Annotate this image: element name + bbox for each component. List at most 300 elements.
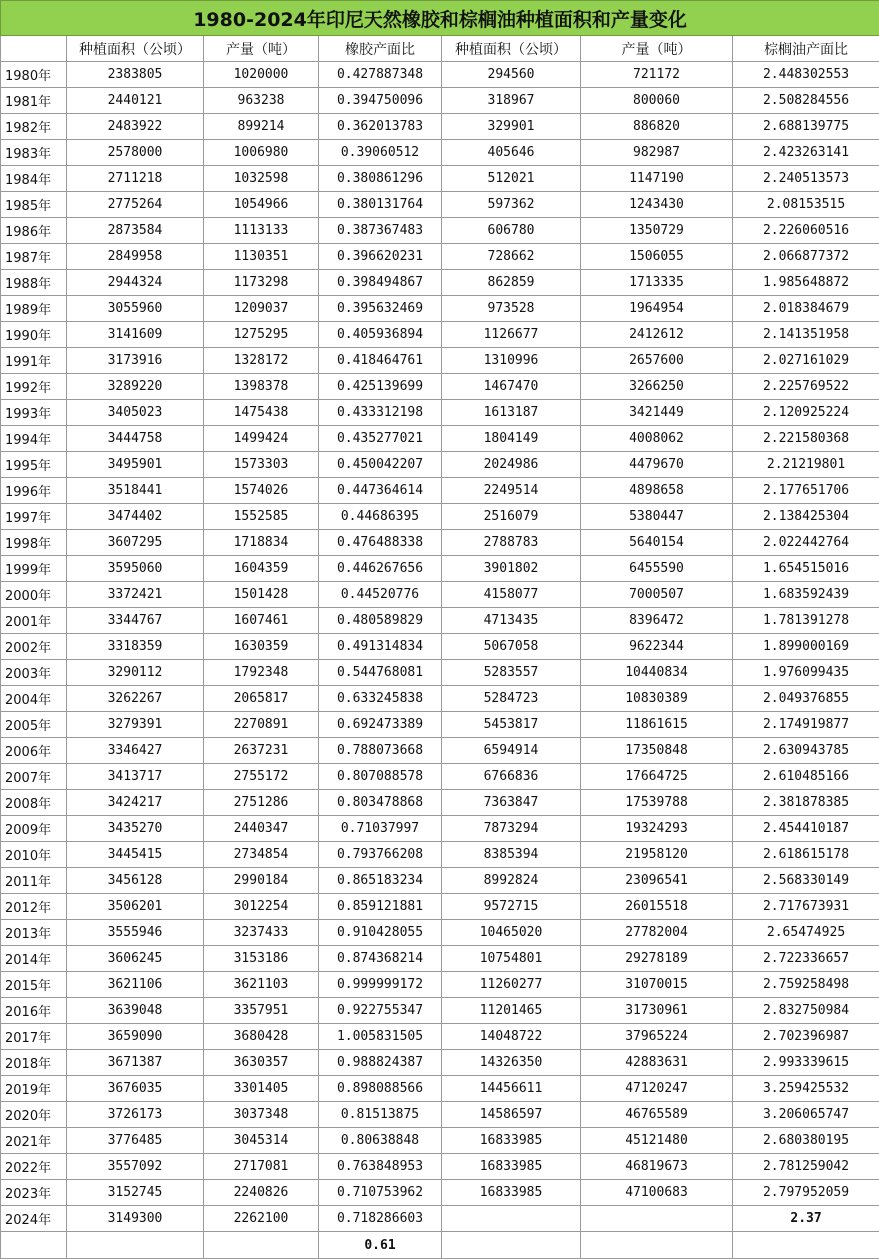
- table-cell[interactable]: 512021: [442, 166, 581, 192]
- year-cell[interactable]: 2007年: [1, 764, 67, 790]
- table-cell[interactable]: 2788783: [442, 530, 581, 556]
- table-cell[interactable]: 1718834: [204, 530, 319, 556]
- table-cell[interactable]: 721172: [581, 62, 733, 88]
- table-cell[interactable]: 899214: [204, 114, 319, 140]
- table-cell[interactable]: 1054966: [204, 192, 319, 218]
- year-cell[interactable]: 2020年: [1, 1102, 67, 1128]
- year-cell[interactable]: 2010年: [1, 842, 67, 868]
- table-cell[interactable]: 4158077: [442, 582, 581, 608]
- table-cell[interactable]: 2412612: [581, 322, 733, 348]
- table-cell[interactable]: 9622344: [581, 634, 733, 660]
- table-cell[interactable]: 1475438: [204, 400, 319, 426]
- table-cell[interactable]: 3173916: [67, 348, 204, 374]
- header-cell[interactable]: 产量（吨）: [204, 36, 319, 62]
- table-cell[interactable]: 37965224: [581, 1024, 733, 1050]
- table-cell[interactable]: 1275295: [204, 322, 319, 348]
- table-cell[interactable]: 4713435: [442, 608, 581, 634]
- table-cell[interactable]: 6594914: [442, 738, 581, 764]
- table-cell[interactable]: 1964954: [581, 296, 733, 322]
- table-cell[interactable]: 0.544768081: [319, 660, 442, 686]
- footer-cell[interactable]: 0.61: [319, 1232, 442, 1259]
- table-cell[interactable]: 0.44520776: [319, 582, 442, 608]
- year-cell[interactable]: 1988年: [1, 270, 67, 296]
- table-cell[interactable]: 2578000: [67, 140, 204, 166]
- table-cell[interactable]: 0.910428055: [319, 920, 442, 946]
- table-cell[interactable]: 3445415: [67, 842, 204, 868]
- table-cell[interactable]: 3405023: [67, 400, 204, 426]
- footer-cell[interactable]: [67, 1232, 204, 1259]
- table-cell[interactable]: 1552585: [204, 504, 319, 530]
- table-cell[interactable]: 2270891: [204, 712, 319, 738]
- table-cell[interactable]: 2.174919877: [733, 712, 879, 738]
- table-cell[interactable]: 2944324: [67, 270, 204, 296]
- table-cell[interactable]: 1499424: [204, 426, 319, 452]
- table-cell[interactable]: 0.999999172: [319, 972, 442, 998]
- table-cell[interactable]: 1573303: [204, 452, 319, 478]
- table-cell[interactable]: 1130351: [204, 244, 319, 270]
- table-cell[interactable]: 3266250: [581, 374, 733, 400]
- table-cell[interactable]: 3289220: [67, 374, 204, 400]
- year-cell[interactable]: 1983年: [1, 140, 67, 166]
- table-cell[interactable]: 27782004: [581, 920, 733, 946]
- table-cell[interactable]: 0.427887348: [319, 62, 442, 88]
- table-cell[interactable]: 3630357: [204, 1050, 319, 1076]
- table-cell[interactable]: 2657600: [581, 348, 733, 374]
- table-cell[interactable]: 1607461: [204, 608, 319, 634]
- table-cell[interactable]: 2.717673931: [733, 894, 879, 920]
- table-cell[interactable]: 0.763848953: [319, 1154, 442, 1180]
- table-cell[interactable]: 0.405936894: [319, 322, 442, 348]
- table-cell[interactable]: 2024986: [442, 452, 581, 478]
- table-cell[interactable]: 0.922755347: [319, 998, 442, 1024]
- table-cell[interactable]: 2383805: [67, 62, 204, 88]
- table-cell[interactable]: 1147190: [581, 166, 733, 192]
- table-cell[interactable]: 2249514: [442, 478, 581, 504]
- table-cell[interactable]: 0.435277021: [319, 426, 442, 452]
- table-cell[interactable]: 0.418464761: [319, 348, 442, 374]
- table-cell[interactable]: 1467470: [442, 374, 581, 400]
- table-cell[interactable]: 0.710753962: [319, 1180, 442, 1206]
- year-cell[interactable]: 2003年: [1, 660, 67, 686]
- table-cell[interactable]: 14586597: [442, 1102, 581, 1128]
- table-cell[interactable]: 2.177651706: [733, 478, 879, 504]
- table-cell[interactable]: 2.454410187: [733, 816, 879, 842]
- table-cell[interactable]: 0.380861296: [319, 166, 442, 192]
- footer-cell[interactable]: [204, 1232, 319, 1259]
- table-cell[interactable]: 3518441: [67, 478, 204, 504]
- year-cell[interactable]: 2023年: [1, 1180, 67, 1206]
- year-cell[interactable]: 1984年: [1, 166, 67, 192]
- table-cell[interactable]: 0.480589829: [319, 608, 442, 634]
- table-cell[interactable]: 11201465: [442, 998, 581, 1024]
- table-cell[interactable]: 2.448302553: [733, 62, 879, 88]
- table-cell[interactable]: 0.398494867: [319, 270, 442, 296]
- table-cell[interactable]: 3012254: [204, 894, 319, 920]
- table-title[interactable]: 1980-2024年印尼天然橡胶和棕榈油种植面积和产量变化: [1, 1, 879, 36]
- table-cell[interactable]: 0.71037997: [319, 816, 442, 842]
- table-cell[interactable]: 1243430: [581, 192, 733, 218]
- table-cell[interactable]: 0.793766208: [319, 842, 442, 868]
- year-cell[interactable]: 1982年: [1, 114, 67, 140]
- table-cell[interactable]: 0.425139699: [319, 374, 442, 400]
- table-cell[interactable]: 17350848: [581, 738, 733, 764]
- table-cell[interactable]: 0.898088566: [319, 1076, 442, 1102]
- year-cell[interactable]: 2002年: [1, 634, 67, 660]
- table-cell[interactable]: 1173298: [204, 270, 319, 296]
- table-cell[interactable]: 7363847: [442, 790, 581, 816]
- year-cell[interactable]: 1980年: [1, 62, 67, 88]
- table-cell[interactable]: 2637231: [204, 738, 319, 764]
- table-cell[interactable]: 4898658: [581, 478, 733, 504]
- table-cell[interactable]: 3639048: [67, 998, 204, 1024]
- table-cell[interactable]: 1113133: [204, 218, 319, 244]
- table-cell[interactable]: 1.976099435: [733, 660, 879, 686]
- table-cell[interactable]: 3726173: [67, 1102, 204, 1128]
- table-cell[interactable]: 6455590: [581, 556, 733, 582]
- table-cell[interactable]: 2.221580368: [733, 426, 879, 452]
- table-cell[interactable]: 10440834: [581, 660, 733, 686]
- table-cell[interactable]: 1501428: [204, 582, 319, 608]
- year-cell[interactable]: 1997年: [1, 504, 67, 530]
- table-cell[interactable]: 3676035: [67, 1076, 204, 1102]
- table-cell[interactable]: 21958120: [581, 842, 733, 868]
- table-cell[interactable]: 0.450042207: [319, 452, 442, 478]
- table-cell[interactable]: 2.65474925: [733, 920, 879, 946]
- table-cell[interactable]: 2.08153515: [733, 192, 879, 218]
- year-cell[interactable]: 2024年: [1, 1206, 67, 1232]
- table-cell[interactable]: 2262100: [204, 1206, 319, 1232]
- table-cell[interactable]: 14456611: [442, 1076, 581, 1102]
- table-cell[interactable]: 0.380131764: [319, 192, 442, 218]
- table-cell[interactable]: 0.362013783: [319, 114, 442, 140]
- table-cell[interactable]: 1209037: [204, 296, 319, 322]
- table-cell[interactable]: 3607295: [67, 530, 204, 556]
- header-cell[interactable]: 橡胶产面比: [319, 36, 442, 62]
- table-cell[interactable]: 1350729: [581, 218, 733, 244]
- table-cell[interactable]: 1792348: [204, 660, 319, 686]
- table-cell[interactable]: 2734854: [204, 842, 319, 868]
- table-cell[interactable]: 0.447364614: [319, 478, 442, 504]
- header-cell[interactable]: [1, 36, 67, 62]
- table-cell[interactable]: 318967: [442, 88, 581, 114]
- table-cell[interactable]: 1713335: [581, 270, 733, 296]
- table-cell[interactable]: 11260277: [442, 972, 581, 998]
- table-cell[interactable]: 19324293: [581, 816, 733, 842]
- table-cell[interactable]: 1613187: [442, 400, 581, 426]
- year-cell[interactable]: 2005年: [1, 712, 67, 738]
- table-cell[interactable]: 1126677: [442, 322, 581, 348]
- table-cell[interactable]: 14048722: [442, 1024, 581, 1050]
- table-cell[interactable]: [581, 1206, 733, 1232]
- table-cell[interactable]: 2.993339615: [733, 1050, 879, 1076]
- table-cell[interactable]: 2.759258498: [733, 972, 879, 998]
- table-cell[interactable]: 2.049376855: [733, 686, 879, 712]
- table-cell[interactable]: 1.005831505: [319, 1024, 442, 1050]
- table-cell[interactable]: 0.788073668: [319, 738, 442, 764]
- table-cell[interactable]: 2065817: [204, 686, 319, 712]
- table-cell[interactable]: 0.80638848: [319, 1128, 442, 1154]
- table-cell[interactable]: [442, 1206, 581, 1232]
- table-cell[interactable]: 5067058: [442, 634, 581, 660]
- table-cell[interactable]: 2.722336657: [733, 946, 879, 972]
- table-cell[interactable]: 3680428: [204, 1024, 319, 1050]
- table-cell[interactable]: 0.633245838: [319, 686, 442, 712]
- table-cell[interactable]: 47100683: [581, 1180, 733, 1206]
- table-cell[interactable]: 3595060: [67, 556, 204, 582]
- year-cell[interactable]: 2012年: [1, 894, 67, 920]
- table-cell[interactable]: 0.476488338: [319, 530, 442, 556]
- table-cell[interactable]: 2.508284556: [733, 88, 879, 114]
- table-cell[interactable]: 2.630943785: [733, 738, 879, 764]
- table-cell[interactable]: 1804149: [442, 426, 581, 452]
- table-cell[interactable]: 2.618615178: [733, 842, 879, 868]
- table-cell[interactable]: 1.899000169: [733, 634, 879, 660]
- table-cell[interactable]: 3421449: [581, 400, 733, 426]
- table-cell[interactable]: 1506055: [581, 244, 733, 270]
- year-cell[interactable]: 2009年: [1, 816, 67, 842]
- table-cell[interactable]: 963238: [204, 88, 319, 114]
- table-cell[interactable]: 2873584: [67, 218, 204, 244]
- table-cell[interactable]: 2711218: [67, 166, 204, 192]
- table-cell[interactable]: 0.491314834: [319, 634, 442, 660]
- table-cell[interactable]: 3557092: [67, 1154, 204, 1180]
- table-cell[interactable]: 3659090: [67, 1024, 204, 1050]
- table-cell[interactable]: 1574026: [204, 478, 319, 504]
- year-cell[interactable]: 2013年: [1, 920, 67, 946]
- table-cell[interactable]: 6766836: [442, 764, 581, 790]
- table-cell[interactable]: 3318359: [67, 634, 204, 660]
- table-cell[interactable]: 2990184: [204, 868, 319, 894]
- table-cell[interactable]: 1.683592439: [733, 582, 879, 608]
- table-cell[interactable]: 3424217: [67, 790, 204, 816]
- year-cell[interactable]: 2016年: [1, 998, 67, 1024]
- table-cell[interactable]: 2751286: [204, 790, 319, 816]
- table-cell[interactable]: 31730961: [581, 998, 733, 1024]
- year-cell[interactable]: 1996年: [1, 478, 67, 504]
- footer-cell[interactable]: [442, 1232, 581, 1259]
- year-cell[interactable]: 2019年: [1, 1076, 67, 1102]
- table-cell[interactable]: 5640154: [581, 530, 733, 556]
- table-cell[interactable]: 597362: [442, 192, 581, 218]
- table-cell[interactable]: 3506201: [67, 894, 204, 920]
- table-cell[interactable]: 16833985: [442, 1180, 581, 1206]
- table-cell[interactable]: 1020000: [204, 62, 319, 88]
- table-cell[interactable]: 3279391: [67, 712, 204, 738]
- table-cell[interactable]: 29278189: [581, 946, 733, 972]
- year-cell[interactable]: 1992年: [1, 374, 67, 400]
- table-cell[interactable]: 800060: [581, 88, 733, 114]
- table-cell[interactable]: 3055960: [67, 296, 204, 322]
- year-cell[interactable]: 2006年: [1, 738, 67, 764]
- table-cell[interactable]: 4008062: [581, 426, 733, 452]
- table-cell[interactable]: 46765589: [581, 1102, 733, 1128]
- table-cell[interactable]: 42883631: [581, 1050, 733, 1076]
- table-cell[interactable]: 3237433: [204, 920, 319, 946]
- table-cell[interactable]: 3413717: [67, 764, 204, 790]
- table-cell[interactable]: 3344767: [67, 608, 204, 634]
- year-cell[interactable]: 2017年: [1, 1024, 67, 1050]
- table-cell[interactable]: 9572715: [442, 894, 581, 920]
- table-cell[interactable]: 3621106: [67, 972, 204, 998]
- table-cell[interactable]: 3262267: [67, 686, 204, 712]
- year-cell[interactable]: 2018年: [1, 1050, 67, 1076]
- table-cell[interactable]: 2.138425304: [733, 504, 879, 530]
- table-cell[interactable]: 0.81513875: [319, 1102, 442, 1128]
- table-cell[interactable]: 8385394: [442, 842, 581, 868]
- table-cell[interactable]: 2.680380195: [733, 1128, 879, 1154]
- table-cell[interactable]: 3346427: [67, 738, 204, 764]
- table-cell[interactable]: 2.832750984: [733, 998, 879, 1024]
- table-cell[interactable]: 3301405: [204, 1076, 319, 1102]
- table-cell[interactable]: 45121480: [581, 1128, 733, 1154]
- table-cell[interactable]: 2.37: [733, 1206, 879, 1232]
- table-cell[interactable]: 1310996: [442, 348, 581, 374]
- table-cell[interactable]: 3290112: [67, 660, 204, 686]
- table-cell[interactable]: 2.702396987: [733, 1024, 879, 1050]
- table-cell[interactable]: 1.985648872: [733, 270, 879, 296]
- year-cell[interactable]: 1990年: [1, 322, 67, 348]
- table-cell[interactable]: 3621103: [204, 972, 319, 998]
- footer-cell[interactable]: [733, 1232, 879, 1259]
- year-cell[interactable]: 1995年: [1, 452, 67, 478]
- table-cell[interactable]: 2.381878385: [733, 790, 879, 816]
- table-cell[interactable]: 3901802: [442, 556, 581, 582]
- year-cell[interactable]: 1981年: [1, 88, 67, 114]
- table-cell[interactable]: 2440121: [67, 88, 204, 114]
- table-cell[interactable]: 10830389: [581, 686, 733, 712]
- table-cell[interactable]: 2775264: [67, 192, 204, 218]
- table-cell[interactable]: 14326350: [442, 1050, 581, 1076]
- footer-cell[interactable]: [581, 1232, 733, 1259]
- table-cell[interactable]: 2717081: [204, 1154, 319, 1180]
- table-cell[interactable]: 2.21219801: [733, 452, 879, 478]
- table-cell[interactable]: 3776485: [67, 1128, 204, 1154]
- table-cell[interactable]: 2.120925224: [733, 400, 879, 426]
- table-cell[interactable]: 862859: [442, 270, 581, 296]
- year-cell[interactable]: 1994年: [1, 426, 67, 452]
- table-cell[interactable]: 2.781259042: [733, 1154, 879, 1180]
- year-cell[interactable]: 1989年: [1, 296, 67, 322]
- table-cell[interactable]: 3474402: [67, 504, 204, 530]
- table-cell[interactable]: 3671387: [67, 1050, 204, 1076]
- table-cell[interactable]: 2.610485166: [733, 764, 879, 790]
- table-cell[interactable]: 3.259425532: [733, 1076, 879, 1102]
- table-cell[interactable]: 606780: [442, 218, 581, 244]
- table-cell[interactable]: 0.988824387: [319, 1050, 442, 1076]
- table-cell[interactable]: 2.066877372: [733, 244, 879, 270]
- table-cell[interactable]: 1.654515016: [733, 556, 879, 582]
- table-cell[interactable]: 17664725: [581, 764, 733, 790]
- table-cell[interactable]: 2.797952059: [733, 1180, 879, 1206]
- table-cell[interactable]: 5283557: [442, 660, 581, 686]
- table-cell[interactable]: 5453817: [442, 712, 581, 738]
- table-cell[interactable]: 3152745: [67, 1180, 204, 1206]
- year-cell[interactable]: 2022年: [1, 1154, 67, 1180]
- table-cell[interactable]: 329901: [442, 114, 581, 140]
- table-cell[interactable]: 26015518: [581, 894, 733, 920]
- table-cell[interactable]: 1032598: [204, 166, 319, 192]
- table-cell[interactable]: 0.865183234: [319, 868, 442, 894]
- year-cell[interactable]: 2008年: [1, 790, 67, 816]
- table-cell[interactable]: 2240826: [204, 1180, 319, 1206]
- header-cell[interactable]: 种植面积（公顷）: [67, 36, 204, 62]
- table-cell[interactable]: 0.446267656: [319, 556, 442, 582]
- table-cell[interactable]: 1.781391278: [733, 608, 879, 634]
- table-cell[interactable]: 973528: [442, 296, 581, 322]
- table-cell[interactable]: 0.803478868: [319, 790, 442, 816]
- table-cell[interactable]: 982987: [581, 140, 733, 166]
- table-cell[interactable]: 2.688139775: [733, 114, 879, 140]
- table-cell[interactable]: 16833985: [442, 1154, 581, 1180]
- table-cell[interactable]: 3495901: [67, 452, 204, 478]
- year-cell[interactable]: 1986年: [1, 218, 67, 244]
- table-cell[interactable]: 1604359: [204, 556, 319, 582]
- table-cell[interactable]: 0.395632469: [319, 296, 442, 322]
- year-cell[interactable]: 2000年: [1, 582, 67, 608]
- table-cell[interactable]: 11861615: [581, 712, 733, 738]
- table-cell[interactable]: 10465020: [442, 920, 581, 946]
- table-cell[interactable]: 3435270: [67, 816, 204, 842]
- table-cell[interactable]: 7000507: [581, 582, 733, 608]
- table-cell[interactable]: 1398378: [204, 374, 319, 400]
- table-cell[interactable]: 7873294: [442, 816, 581, 842]
- table-cell[interactable]: 2483922: [67, 114, 204, 140]
- header-cell[interactable]: 种植面积（公顷）: [442, 36, 581, 62]
- table-cell[interactable]: 2.027161029: [733, 348, 879, 374]
- table-cell[interactable]: 0.396620231: [319, 244, 442, 270]
- year-cell[interactable]: 2001年: [1, 608, 67, 634]
- header-cell[interactable]: 产量（吨）: [581, 36, 733, 62]
- table-cell[interactable]: 2755172: [204, 764, 319, 790]
- table-cell[interactable]: 1328172: [204, 348, 319, 374]
- table-cell[interactable]: 3444758: [67, 426, 204, 452]
- table-cell[interactable]: 3456128: [67, 868, 204, 894]
- table-cell[interactable]: 0.859121881: [319, 894, 442, 920]
- table-cell[interactable]: 2.141351958: [733, 322, 879, 348]
- year-cell[interactable]: 1993年: [1, 400, 67, 426]
- year-cell[interactable]: 1985年: [1, 192, 67, 218]
- table-cell[interactable]: 46819673: [581, 1154, 733, 1180]
- table-cell[interactable]: 405646: [442, 140, 581, 166]
- table-cell[interactable]: 3.206065747: [733, 1102, 879, 1128]
- year-cell[interactable]: 2015年: [1, 972, 67, 998]
- table-cell[interactable]: 0.39060512: [319, 140, 442, 166]
- table-cell[interactable]: 2.225769522: [733, 374, 879, 400]
- year-cell[interactable]: 1991年: [1, 348, 67, 374]
- table-cell[interactable]: 0.44686395: [319, 504, 442, 530]
- table-cell[interactable]: 3149300: [67, 1206, 204, 1232]
- table-cell[interactable]: 47120247: [581, 1076, 733, 1102]
- year-cell[interactable]: 2011年: [1, 868, 67, 894]
- table-cell[interactable]: 2.018384679: [733, 296, 879, 322]
- table-cell[interactable]: 8992824: [442, 868, 581, 894]
- table-cell[interactable]: 5380447: [581, 504, 733, 530]
- year-cell[interactable]: 1987年: [1, 244, 67, 270]
- year-cell[interactable]: 1999年: [1, 556, 67, 582]
- table-cell[interactable]: 8396472: [581, 608, 733, 634]
- table-cell[interactable]: 0.718286603: [319, 1206, 442, 1232]
- table-cell[interactable]: 10754801: [442, 946, 581, 972]
- table-cell[interactable]: 0.807088578: [319, 764, 442, 790]
- table-cell[interactable]: 3045314: [204, 1128, 319, 1154]
- table-cell[interactable]: 2440347: [204, 816, 319, 842]
- year-cell[interactable]: 2014年: [1, 946, 67, 972]
- table-cell[interactable]: 16833985: [442, 1128, 581, 1154]
- table-cell[interactable]: 0.874368214: [319, 946, 442, 972]
- table-cell[interactable]: 2.022442764: [733, 530, 879, 556]
- table-cell[interactable]: 0.433312198: [319, 400, 442, 426]
- table-cell[interactable]: 728662: [442, 244, 581, 270]
